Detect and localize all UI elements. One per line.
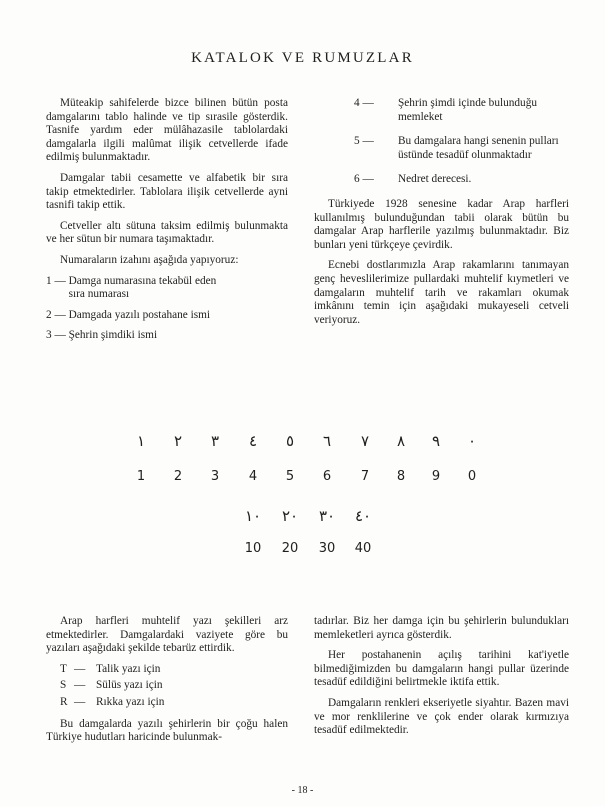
abbreviation-row <box>46 696 288 710</box>
left-column-top <box>46 97 288 350</box>
paragraph: Ecnebi dostlarımızla Arap rakamlarını tanımayan genç heveslilerimize pullardaki muhtelif kıymetleri ve damgaların muhtelif tarih ve rakamları okumak imkânını temin için aşağıdaki mukayeseli cetveli veriyoruz. <box>314 259 569 326</box>
paragraph: Bu damgalarda yazılı şehirlerin bir çoğu halen Türkiye hudutları haricinde bulunmak- <box>46 717 288 744</box>
item-text: Bu damgalara hangi senenin pulları üstünde tesadüf olunmaktadır <box>398 135 559 161</box>
item-number: 5 — <box>354 135 374 148</box>
item-text: Şehrin şimdi içinde bulunduğu memleket <box>398 97 538 123</box>
item-number: 2 — <box>46 308 69 321</box>
paragraph: Her postahanenin açılış tarihini kat'iyetle bilmediğimizden bu damgaların hangi pullar üzerinde tesadüf edildiğini belirtmekle iktifa ettik. <box>314 649 569 689</box>
paragraph: Damgaların renkleri ekseriyetle siyahtır. Bazen mavi ve mor renklilerine ve çok ender olarak kırmızıya tesadüf edilmektedir. <box>314 696 569 737</box>
latin-digit: 1 <box>136 469 146 484</box>
page-title: KATALOK VE RUMUZLAR <box>191 50 414 66</box>
numeral-row-arabic <box>0 432 605 454</box>
latin-digit: 4 <box>248 469 258 484</box>
item-text: Şehrin şimdiki ismi <box>68 329 158 342</box>
arabic-digit: ٠ <box>467 432 477 450</box>
paragraph: Müteakip sahifelerde bizce bilinen bütün posta damgalarını tablo halinde ve tip sırasile gösterdik. Tasnife yardım eder mülâhazasile tablolardaki damgalarla ilgili malûmat ilişik cetvellerde ifade edilmiş bulunmaktadır. <box>46 97 288 164</box>
latin-number: 30 <box>318 541 336 556</box>
arabic-digit: ٧ <box>360 432 370 450</box>
abbr-dash: — <box>74 679 86 692</box>
right-column-bottom <box>314 615 569 745</box>
arabic-number: ٢٠ <box>281 507 299 525</box>
arabic-digit: ٣ <box>210 432 220 450</box>
abbr-letter: S <box>60 679 67 692</box>
arabic-digit: ٤ <box>248 432 258 450</box>
latin-digit: 8 <box>396 469 406 484</box>
paragraph: Numaraların izahını aşağıda yapıyoruz: <box>60 253 239 266</box>
right-column-top <box>314 97 569 334</box>
paragraph: Türkiyede 1928 senesine kadar Arap harfleri kullanılmış bulunduğundan tabii olarak bütün bu damgalar Arap harflerile yazılmış bulunmaktadır. Biz bunları yeni türkçeye çevirdik. <box>314 197 569 251</box>
abbr-letter: T <box>60 662 67 675</box>
latin-digit: 3 <box>210 469 220 484</box>
latin-digit: 2 <box>173 469 183 484</box>
latin-digit: 0 <box>467 469 477 484</box>
abbr-dash: — <box>74 695 86 708</box>
list-item <box>314 97 569 124</box>
left-column-bottom <box>46 615 288 752</box>
paragraph: Cetveller altı sütuna taksim edilmiş bulunmakta ve her sütun bir numara taşımaktadır. <box>46 219 288 246</box>
arabic-digit: ٥ <box>285 432 295 450</box>
item-text: Damga numarasına tekabül eden <box>68 274 217 287</box>
latin-digit: 6 <box>322 469 332 484</box>
list-item <box>46 275 288 302</box>
list-item <box>314 173 569 187</box>
paragraph: tadırlar. Biz her damga için bu şehirlerin bulundukları memleketleri ayrıca gösterdik. <box>314 615 569 641</box>
abbr-text: Talik yazı için <box>96 662 161 675</box>
item-number: 6 — <box>354 173 374 186</box>
item-subtext: sıra numarası <box>68 288 130 301</box>
abbr-text: Sülüs yazı için <box>96 679 163 692</box>
list-item <box>314 135 569 162</box>
numeral-tens-latin <box>0 541 605 563</box>
arabic-number: ٤٠ <box>354 507 372 525</box>
abbr-letter: R <box>60 695 68 708</box>
paragraph: Arap harfleri muhtelif yazı şekilleri arz etmektedirler. Damgalardaki vaziyete göre bu yazıları aşağıdaki şekilde tebarüz ettirdik. <box>46 615 288 655</box>
numeral-row-latin <box>0 469 605 491</box>
arabic-digit: ٦ <box>322 432 332 450</box>
latin-digit: 5 <box>285 469 295 484</box>
latin-digit: 7 <box>360 469 370 484</box>
abbr-dash: — <box>74 662 86 675</box>
latin-number: 10 <box>244 541 262 556</box>
arabic-digit: ٩ <box>431 432 441 450</box>
latin-number: 40 <box>354 541 372 556</box>
arabic-digit: ٢ <box>173 432 183 450</box>
page-number: - 18 - <box>291 785 314 796</box>
list-item <box>46 309 288 323</box>
item-number: 1 — <box>46 274 69 287</box>
item-number: 3 — <box>46 329 69 342</box>
abbreviation-row <box>46 679 288 693</box>
item-text: Damgada yazılı postahane ismi <box>68 308 211 321</box>
list-item <box>46 329 288 343</box>
arabic-digit: ٨ <box>396 432 406 450</box>
abbreviation-row <box>46 663 288 677</box>
item-number: 4 — <box>354 97 374 109</box>
arabic-number: ١٠ <box>244 507 262 525</box>
arabic-number: ٣٠ <box>318 507 336 525</box>
item-text: Nedret derecesi. <box>398 173 472 186</box>
latin-digit: 9 <box>431 469 441 484</box>
arabic-digit: ١ <box>136 432 146 450</box>
paragraph: Damgalar tabii cesamette ve alfabetik bir sıra takip etmektedirler. Tablolara ilişik cetvellerde ayni tasnifi takip ettik. <box>46 171 288 212</box>
numeral-tens-arabic <box>0 507 605 529</box>
abbr-text: Rıkka yazı için <box>96 695 165 708</box>
latin-number: 20 <box>281 541 299 556</box>
